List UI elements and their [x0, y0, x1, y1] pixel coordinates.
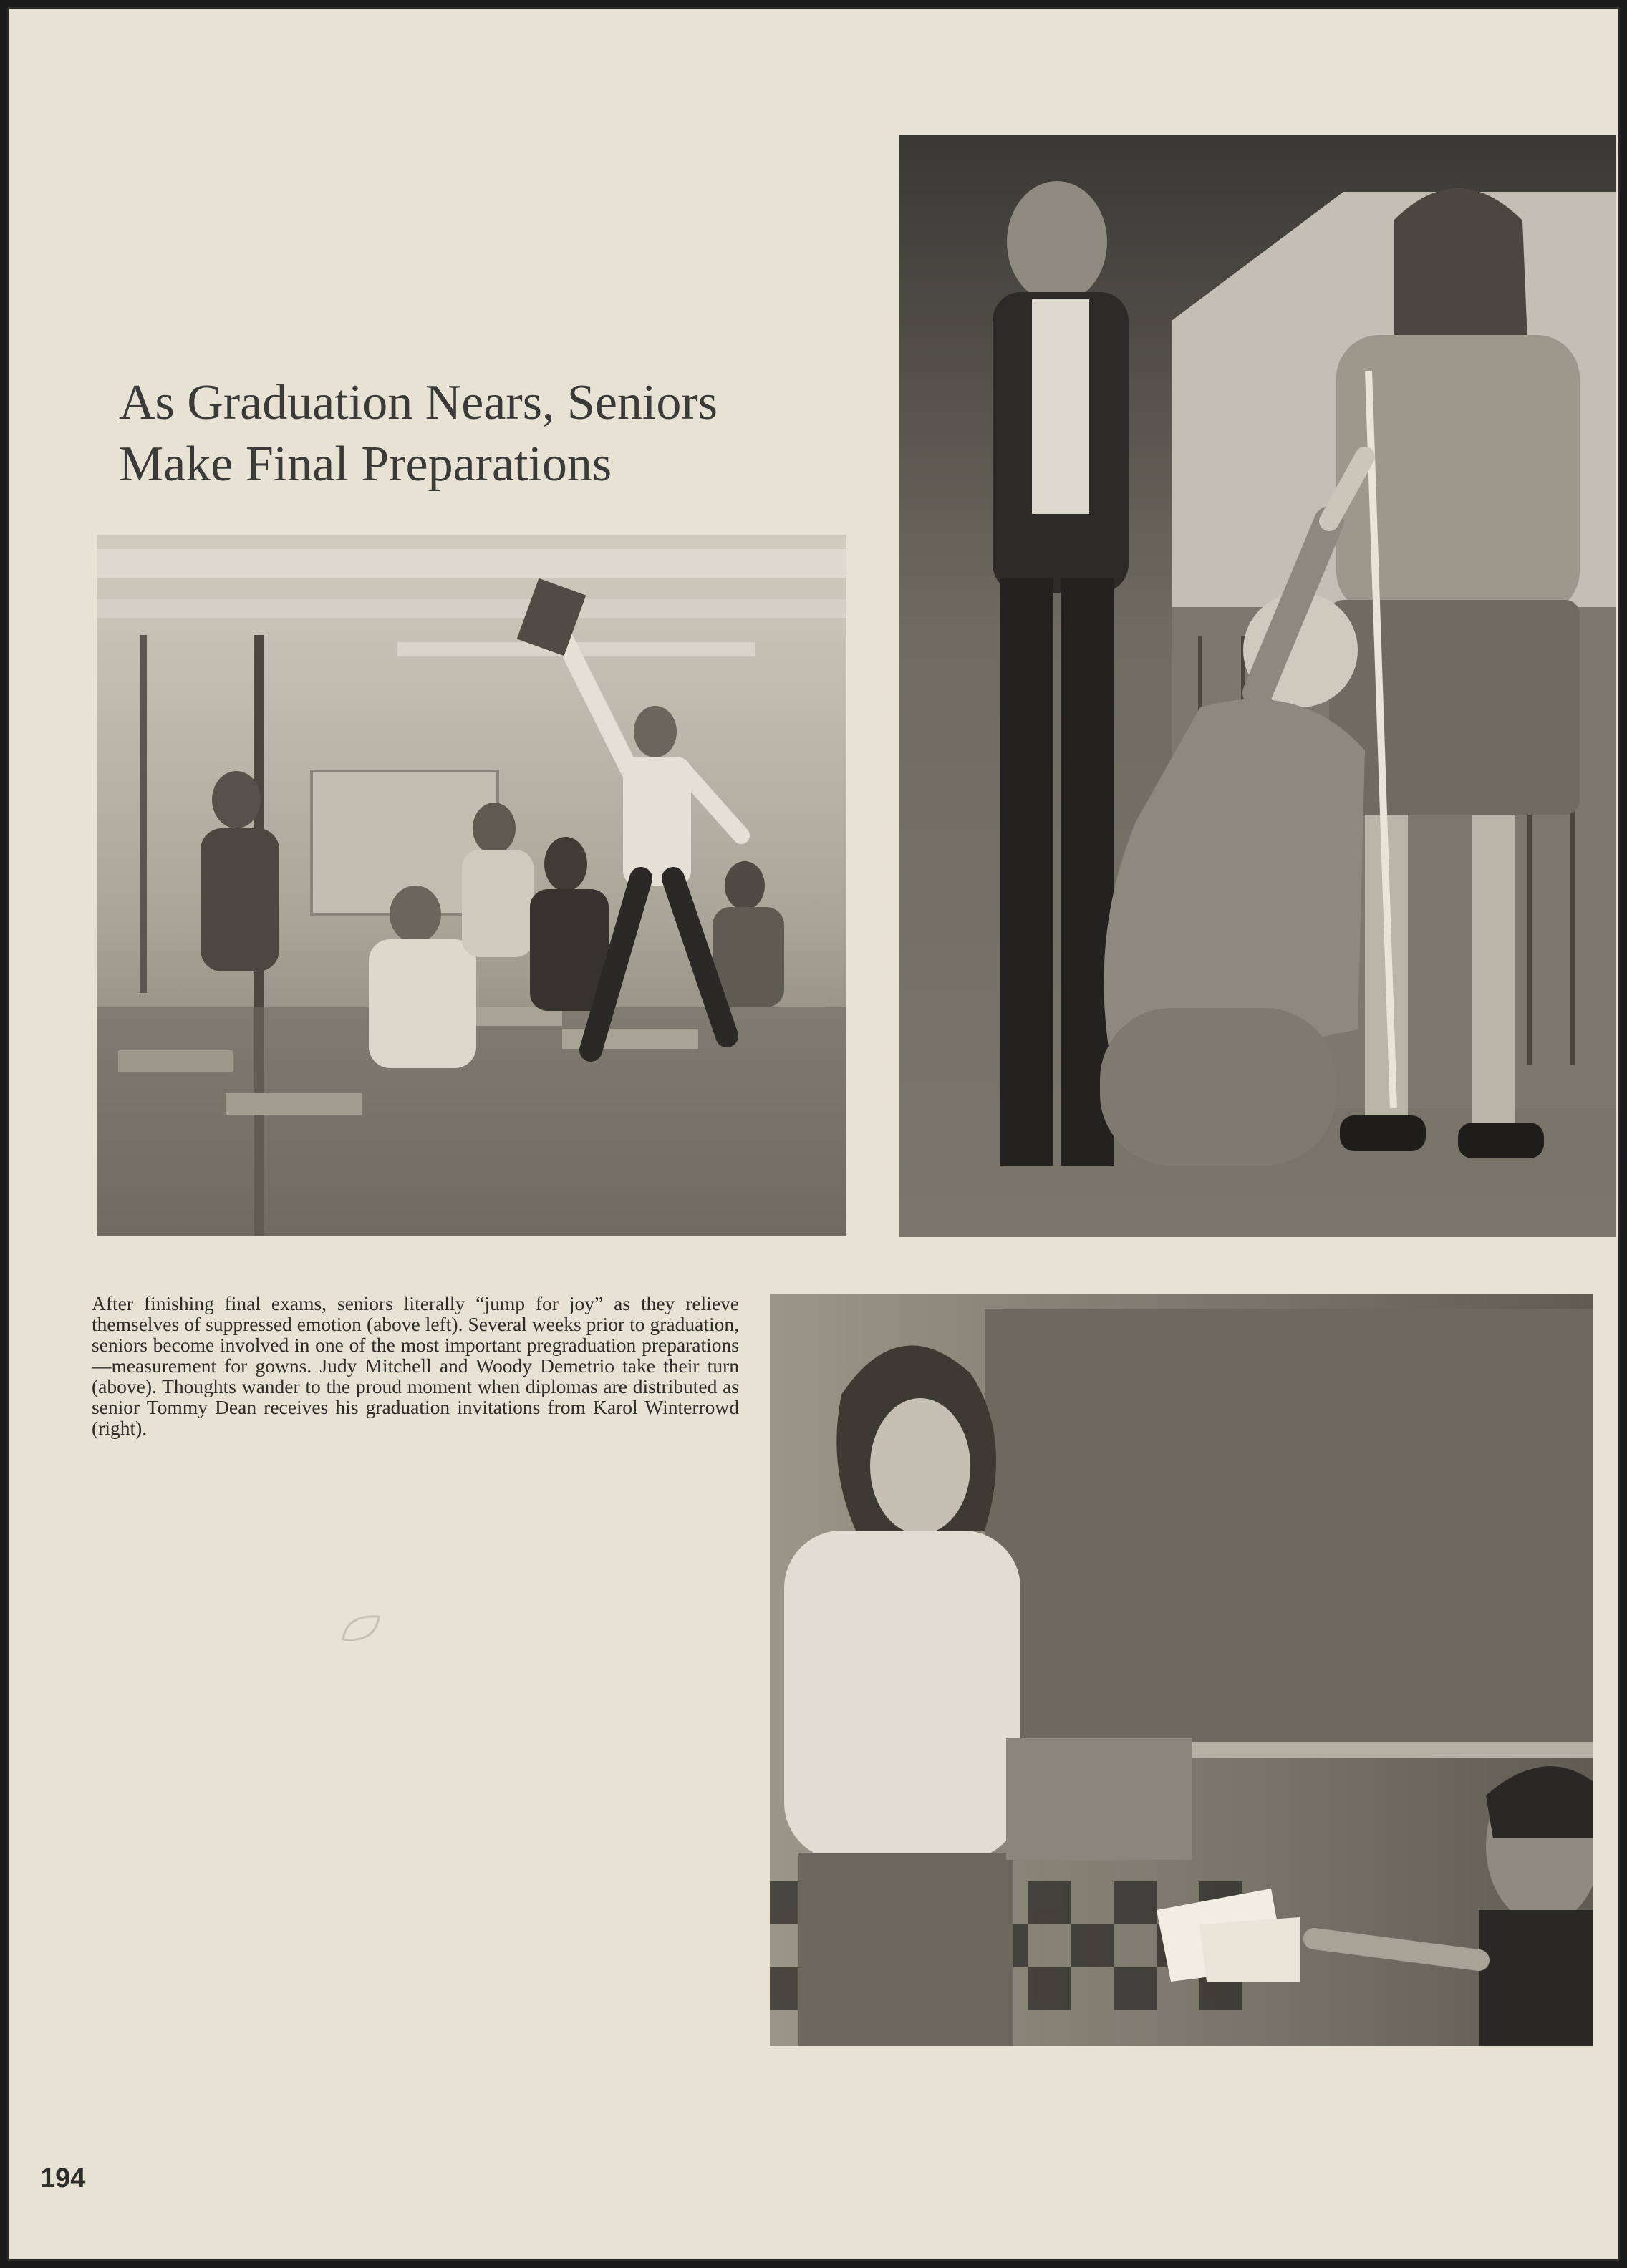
classroom-photo-graphic — [97, 535, 846, 1236]
invitations-photo-graphic — [770, 1294, 1593, 2046]
title-line-1: As Graduation Nears, Seniors — [119, 375, 718, 430]
invitations-photo — [770, 1294, 1593, 2046]
page-number: 194 — [40, 2163, 86, 2194]
yearbook-page — [7, 7, 1620, 2261]
measurement-photo-graphic — [899, 135, 1616, 1237]
photo-caption: After finishing final exams, seniors literally “jump for joy” as they relieve themselves of suppressed emotion (above left). Several weeks prior to graduation, seniors become involved in one of the most important pregraduation preparations—measurement for gowns. Judy Mitchell and Woody Demetrio take their turn (above). Thoughts wander to the proud moment when diplomas are distributed as senior Tommy Dean receives his graduation invitations from Karol Winterrowd (right). — [92, 1292, 739, 1439]
page-title — [119, 372, 849, 495]
faint-leaf-icon — [339, 1611, 382, 1647]
title-line-2: Make Final Preparations — [119, 437, 612, 492]
classroom-celebration-photo — [97, 535, 846, 1236]
gown-measurement-photo — [899, 135, 1616, 1237]
